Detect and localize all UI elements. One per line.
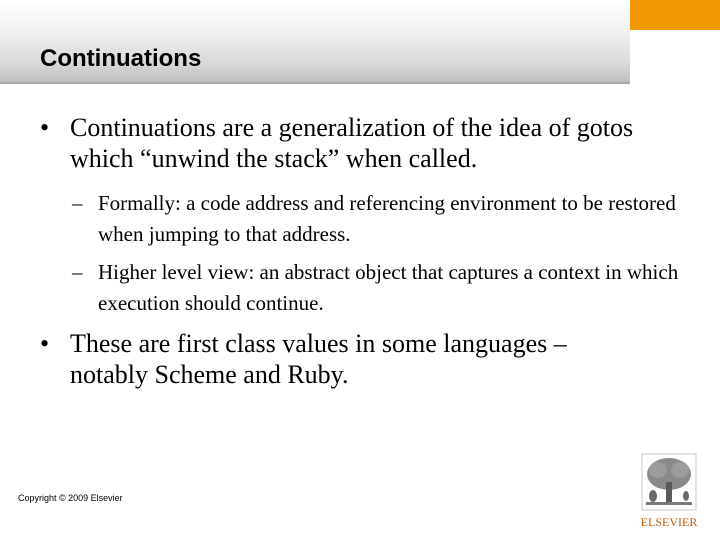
elsevier-logo (628, 452, 710, 532)
sub-bullet-2 (72, 257, 683, 319)
tree-icon (646, 458, 692, 505)
bullet-2-text: These are first class values in some languages – notably Scheme and Ruby. (70, 329, 567, 389)
bullet-marker: • (40, 329, 50, 358)
sub-bullet-1-text: Formally: a code address and referencing environment to be restored when jumping to that address. (98, 191, 676, 246)
copyright-text: Copyright © 2009 Elsevier (18, 493, 123, 503)
sub-bullet-marker: – (72, 260, 83, 284)
sub-bullet-marker: – (72, 191, 83, 215)
accent-block (630, 0, 720, 30)
bullet-2 (40, 328, 650, 390)
slide-title: Continuations (40, 45, 202, 72)
bullet-1-text: Continuations are a generalization of the idea of gotos which “unwind the stack” when called. (70, 113, 634, 173)
bullet-marker: • (40, 113, 50, 142)
sub-bullet-2-text: Higher level view: an abstract object that captures a context in which execution should continue. (98, 260, 679, 315)
logo-wordmark: ELSEVIER (640, 515, 698, 529)
sub-bullet-1 (72, 188, 683, 250)
bullet-1 (40, 112, 650, 174)
